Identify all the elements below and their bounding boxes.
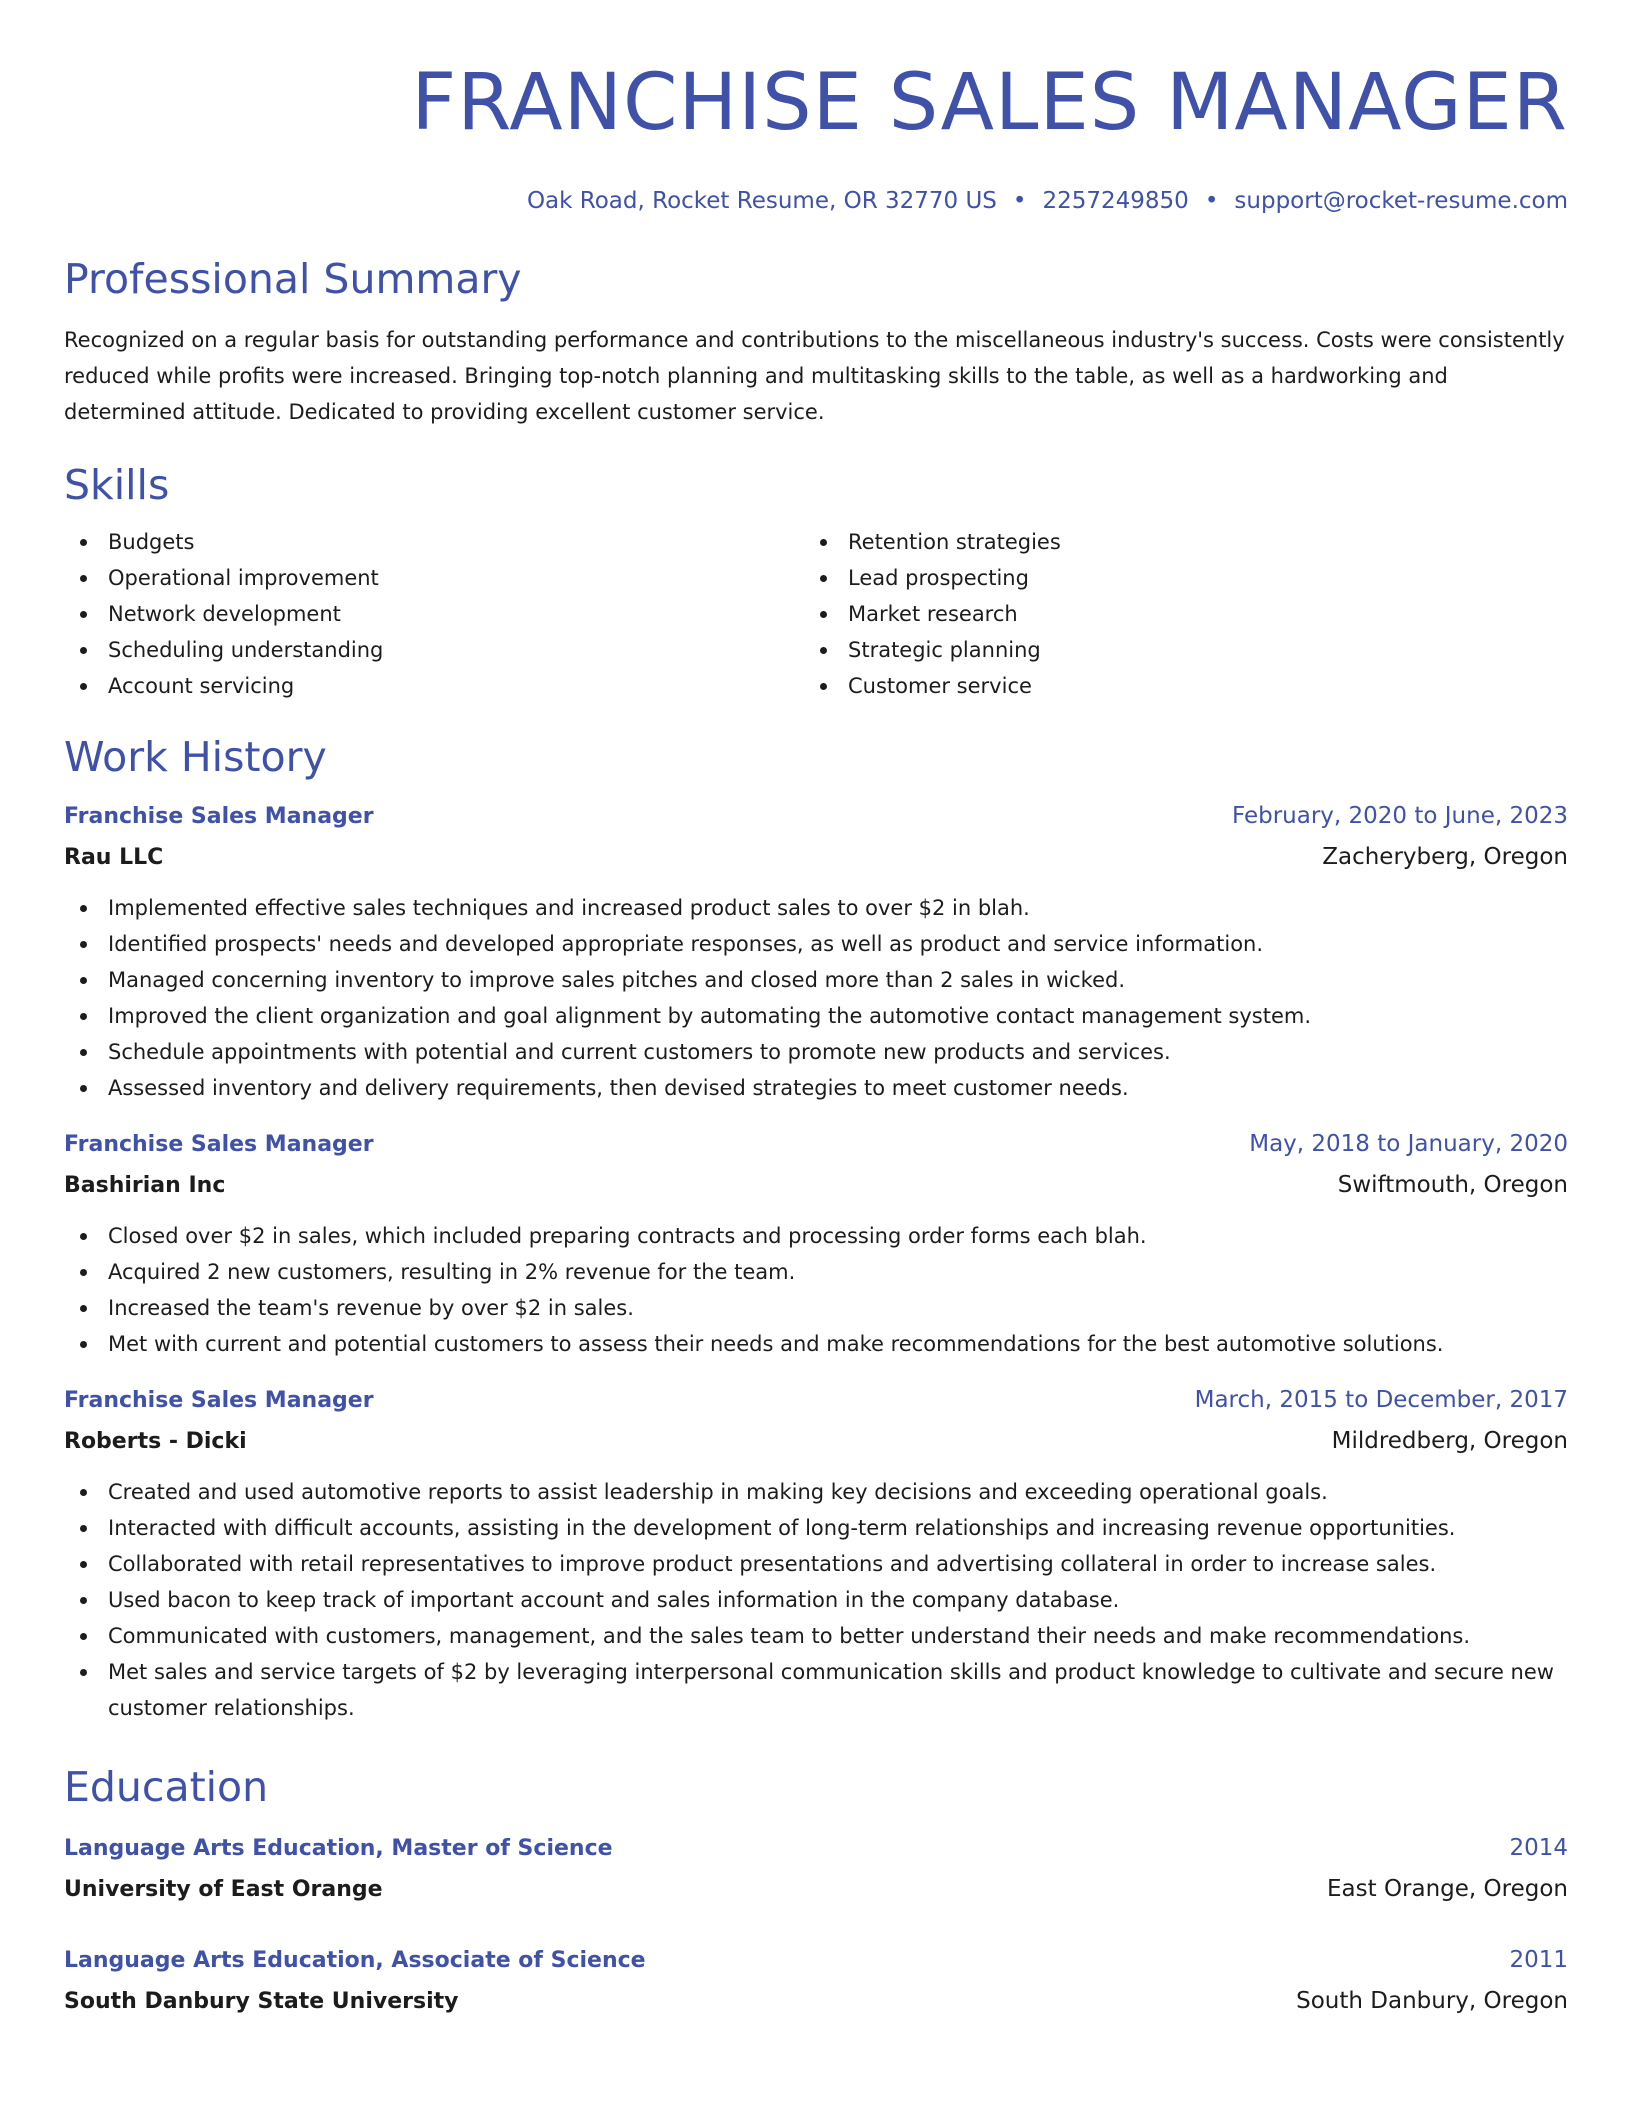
- skills-column-left: [64, 524, 804, 704]
- job-bullet: Met with current and potential customers to assess their needs and make recommendations for the best automotive solutions.: [64, 1326, 1568, 1362]
- job-bullet: Acquired 2 new customers, resulting in 2% revenue for the team.: [64, 1254, 1568, 1290]
- job-company: Bashirian Inc: [64, 1173, 226, 1198]
- job-company: Roberts - Dicki: [64, 1429, 247, 1454]
- education-year: 2014: [1509, 1835, 1568, 1861]
- job-bullet: Implemented effective sales techniques and increased product sales to over $2 in blah.: [64, 890, 1568, 926]
- job-dates: February, 2020 to June, 2023: [1231, 803, 1568, 829]
- education-entry: [64, 1940, 1568, 2022]
- job-bullet: Created and used automotive reports to assist leadership in making key decisions and exceeding operational goals.: [64, 1474, 1568, 1510]
- job-bullets: [64, 1218, 1568, 1362]
- skill-item: Scheduling understanding: [64, 632, 804, 668]
- job-location: Mildredberg, Oregon: [1331, 1428, 1568, 1454]
- contact-separator: •: [1012, 188, 1027, 214]
- skill-item: Retention strategies: [804, 524, 1544, 560]
- job-location: Zacheryberg, Oregon: [1322, 844, 1568, 870]
- work-history-heading: Work History: [64, 733, 327, 781]
- job-bullet: Met sales and service targets of $2 by leveraging interpersonal communication skills and product knowledge to cultivate and secure new customer relationships.: [64, 1654, 1568, 1726]
- candidate-title: FRANCHISE SALES MANAGER: [411, 58, 1568, 148]
- job-bullet: Collaborated with retail representatives to improve product presentations and advertising collateral in order to increase sales.: [64, 1546, 1568, 1582]
- job-bullets: [64, 1474, 1568, 1726]
- job-bullets: [64, 890, 1568, 1106]
- resume-header: [64, 58, 1568, 216]
- job-bullet: Managed concerning inventory to improve sales pitches and closed more than 2 sales in wicked.: [64, 962, 1568, 998]
- contact-phone: 2257249850: [1042, 188, 1189, 214]
- education-entry: [64, 1828, 1568, 1910]
- skill-item: Strategic planning: [804, 632, 1544, 668]
- skill-item: Budgets: [64, 524, 804, 560]
- contact-line: [64, 186, 1568, 216]
- job-company: Rau LLC: [64, 845, 164, 870]
- skill-item: Market research: [804, 596, 1544, 632]
- summary-text: Recognized on a regular basis for outstanding performance and contributions to the miscellaneous industry's success. Costs were consistently reduced while profits were increased. Bringing top-notch planning and multitasking skills to the table, as well as a hardworking and determined attitude. Dedicated to providing excellent customer service.: [64, 328, 1565, 424]
- job-role: Franchise Sales Manager: [64, 804, 374, 829]
- job-role: Franchise Sales Manager: [64, 1388, 374, 1413]
- job-bullet: Assessed inventory and delivery requirements, then devised strategies to meet customer needs.: [64, 1070, 1568, 1106]
- skills-column-right: [804, 524, 1544, 704]
- job-dates: May, 2018 to January, 2020: [1249, 1131, 1568, 1157]
- education-heading: Education: [64, 1763, 269, 1811]
- contact-separator: •: [1204, 188, 1219, 214]
- education-degree: Language Arts Education, Master of Science: [64, 1836, 613, 1861]
- skill-item: Customer service: [804, 668, 1544, 704]
- job-bullet: Schedule appointments with potential and current customers to promote new products and services.: [64, 1034, 1568, 1070]
- job-role: Franchise Sales Manager: [64, 1132, 374, 1157]
- job-entry: [64, 1380, 1568, 1726]
- job-bullet: Identified prospects' needs and developed appropriate responses, as well as product and service information.: [64, 926, 1568, 962]
- skill-item: Lead prospecting: [804, 560, 1544, 596]
- job-entry: [64, 796, 1568, 1106]
- job-bullet: Increased the team's revenue by over $2 in sales.: [64, 1290, 1568, 1326]
- job-entry: [64, 1124, 1568, 1362]
- education-school: South Danbury State University: [64, 1989, 459, 2014]
- job-bullet: Improved the client organization and goal alignment by automating the automotive contact management system.: [64, 998, 1568, 1034]
- skills-heading: Skills: [64, 461, 170, 509]
- education-school: University of East Orange: [64, 1877, 383, 1902]
- job-bullet: Used bacon to keep track of important account and sales information in the company database.: [64, 1582, 1568, 1618]
- contact-email: support@rocket-resume.com: [1234, 188, 1568, 214]
- education-location: East Orange, Oregon: [1327, 1876, 1568, 1902]
- skill-item: Account servicing: [64, 668, 804, 704]
- skills-list: [64, 524, 1568, 704]
- job-bullet: Communicated with customers, management, and the sales team to better understand their needs and make recommendations.: [64, 1618, 1568, 1654]
- job-location: Swiftmouth, Oregon: [1337, 1172, 1568, 1198]
- education-degree: Language Arts Education, Associate of Science: [64, 1948, 646, 1973]
- summary-heading: Professional Summary: [64, 255, 522, 303]
- skill-item: Network development: [64, 596, 804, 632]
- education-year: 2011: [1509, 1947, 1568, 1973]
- job-bullet: Closed over $2 in sales, which included preparing contracts and processing order forms each blah.: [64, 1218, 1568, 1254]
- job-dates: March, 2015 to December, 2017: [1194, 1387, 1568, 1413]
- contact-address: Oak Road, Rocket Resume, OR 32770 US: [526, 188, 997, 214]
- job-bullet: Interacted with difficult accounts, assisting in the development of long-term relationships and increasing revenue opportunities.: [64, 1510, 1568, 1546]
- skill-item: Operational improvement: [64, 560, 804, 596]
- education-location: South Danbury, Oregon: [1296, 1988, 1568, 2014]
